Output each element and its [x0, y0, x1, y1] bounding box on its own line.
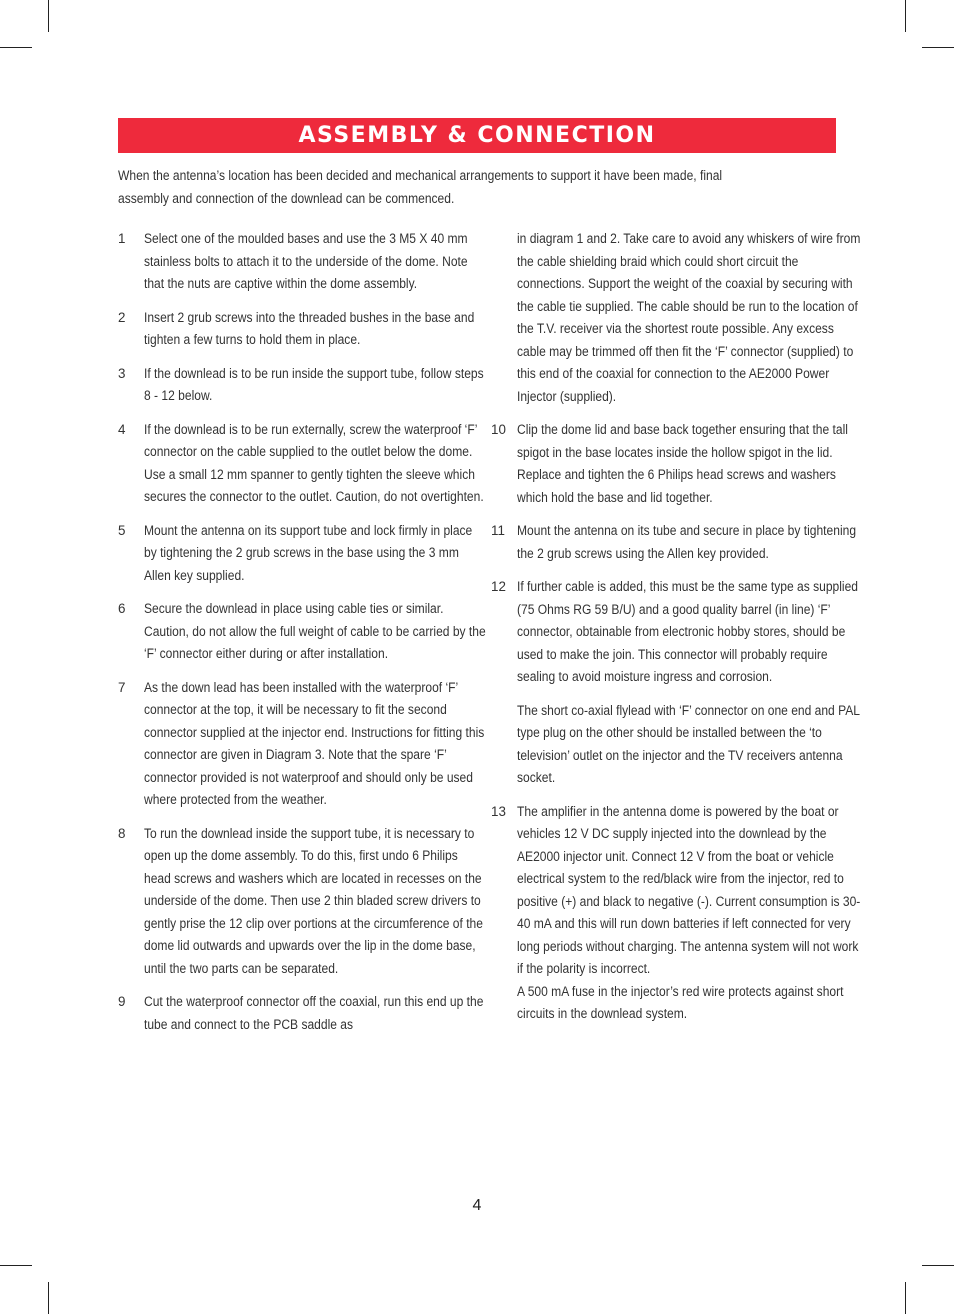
step-number: 12 — [491, 579, 506, 594]
crop-mark — [0, 47, 32, 48]
step-number: 1 — [118, 231, 126, 246]
step-text: Mount the antenna on its tube and secure in place by tightening the 2 grub screws using the Allen key provided. — [517, 523, 857, 561]
step-number: 3 — [118, 365, 126, 381]
crop-mark — [922, 1265, 954, 1266]
step-text: As the down lead has been installed with the waterproof ‘F’ connector at the top, it will be necessary to fit the second connector supplied at the injector end. Instructions for fitting this connector are given in Diagram 3. Note that the spare ‘F’ connector provided is not waterproof and should only be used where protected from the weather. — [144, 679, 485, 807]
step-number: 9 — [118, 994, 126, 1009]
crop-mark — [48, 0, 49, 32]
list-item — [118, 363, 484, 408]
list-item — [118, 823, 483, 981]
left-column — [118, 228, 486, 1047]
step-text: Clip the dome lid and base back together ensuring that the tall spigot in the base locates inside the hollow spigot in the lid. Replace and tighten the 6 Philips head screws and washers which hold the base and lid together. — [517, 422, 848, 505]
step-note: A 500 mA fuse in the injector’s red wire protects against short circuits in the downlead system. — [517, 983, 844, 1021]
list-item — [118, 520, 473, 588]
step-note: The short co-axial flylead with ‘F’ connector on one end and PAL type plug on the other should be installed between the ‘to television’ outlet on the injector and the TV receivers antenna socket. — [517, 702, 860, 785]
list-item — [118, 307, 475, 352]
crop-mark — [48, 1282, 49, 1314]
step-number: 2 — [118, 309, 126, 325]
step-number: 6 — [118, 601, 126, 616]
list-item — [118, 419, 484, 509]
crop-mark — [922, 47, 954, 48]
step-text: Mount the antenna on its support tube and lock firmly in place by tightening the 2 grub screws in the base using the 3 mm Allen key supplied. — [144, 522, 473, 583]
step-continuation — [491, 228, 861, 408]
step-number: 5 — [118, 522, 126, 538]
step-number: 10 — [491, 422, 506, 437]
step-number: 4 — [118, 421, 126, 437]
list-item — [118, 228, 468, 296]
intro-paragraph: When the antenna’s location has been decided and mechanical arrangements to support it have been made, final assembly and connection of the downlead can be commenced. — [118, 168, 723, 206]
step-text: in diagram 1 and 2. Take care to avoid any whiskers of wire from the cable shielding braid which could short circuit the connections. Support the weight of the coaxial by securing with the cable tie supplied. The cable should be run to the location of the T.V. receiver via the shortest route possible. Any excess cable may be trimmed off then fit the ‘F’ connector (supplied) to this end of the coaxial for connection to the AE2000 Power Injector (supplied). — [517, 231, 861, 404]
right-column — [491, 228, 861, 1037]
list-item — [491, 419, 848, 509]
step-text: Select one of the moulded bases and use the 3 M5 X 40 mm stainless bolts to attach it to the underside of the dome. Note that the nuts are captive within the dome assembly. — [144, 231, 468, 291]
step-text: The amplifier in the antenna dome is powered by the boat or vehicles 12 V DC supply injected into the downlead by the AE2000 injector unit. Connect 12 V from the boat or vehicle electrical system to the red/black wire from the injector, red to positive (+) and black to negative (-). Current consumption is 30-40 mA and this will run down batteries if left connected for very long periods without charging. The antenna system will not work if the polarity is incorrect. — [517, 803, 861, 976]
list-item — [491, 801, 861, 1026]
step-text: Secure the downlead in place using cable ties or similar. Caution, do not allow the full weight of cable to be carried by the ‘F’ connector either during or after installation. — [144, 601, 486, 661]
step-text: Insert 2 grub screws into the threaded bushes in the base and tighten a few turns to hold them in place. — [144, 309, 475, 347]
crop-mark — [905, 1282, 906, 1314]
step-text: If further cable is added, this must be the same type as supplied (75 Ohms RG 59 B/U) and a good quality barrel (in line) ‘F’ connector, obtainable from electronic hobby stores, should be used to make the join. This connector will probably require sealing to avoid moisture ingress and corrosion. — [517, 579, 858, 684]
crop-mark — [0, 1265, 32, 1266]
step-number: 13 — [491, 803, 506, 819]
list-item — [118, 598, 486, 666]
page-number: 4 — [472, 1197, 482, 1214]
step-number: 7 — [118, 679, 126, 695]
list-item — [491, 576, 860, 790]
step-text: To run the downlead inside the support tube, it is necessary to open up the dome assembly. To do this, first undo 6 Philips head screws and washers which are located in recesses on the underside of the dome. Then use 2 thin bladed screw drivers to gently prise the 12 clip over portions at the circumference of the dome lid outwards and upwards over the lip in the dome base, until the two parts can be separated. — [144, 825, 483, 976]
list-item — [491, 520, 857, 565]
step-number: 11 — [491, 523, 505, 538]
section-title-banner: ASSEMBLY & CONNECTION — [118, 118, 836, 153]
step-text: If the downlead is to be run inside the support tube, follow steps 8 - 12 below. — [144, 365, 484, 403]
list-item — [118, 991, 484, 1036]
crop-mark — [905, 0, 906, 32]
step-text: Cut the waterproof connector off the coaxial, run this end up the tube and connect to the PCB saddle as — [144, 994, 484, 1032]
step-number: 8 — [118, 825, 126, 841]
step-text: If the downlead is to be run externally, screw the waterproof ‘F’ connector on the cable supplied to the outlet below the dome. Use a small 12 mm spanner to gently tighten the sleeve which secures the connector to the outlet. Caution, do not overtighten. — [144, 421, 484, 504]
list-item — [118, 677, 485, 812]
